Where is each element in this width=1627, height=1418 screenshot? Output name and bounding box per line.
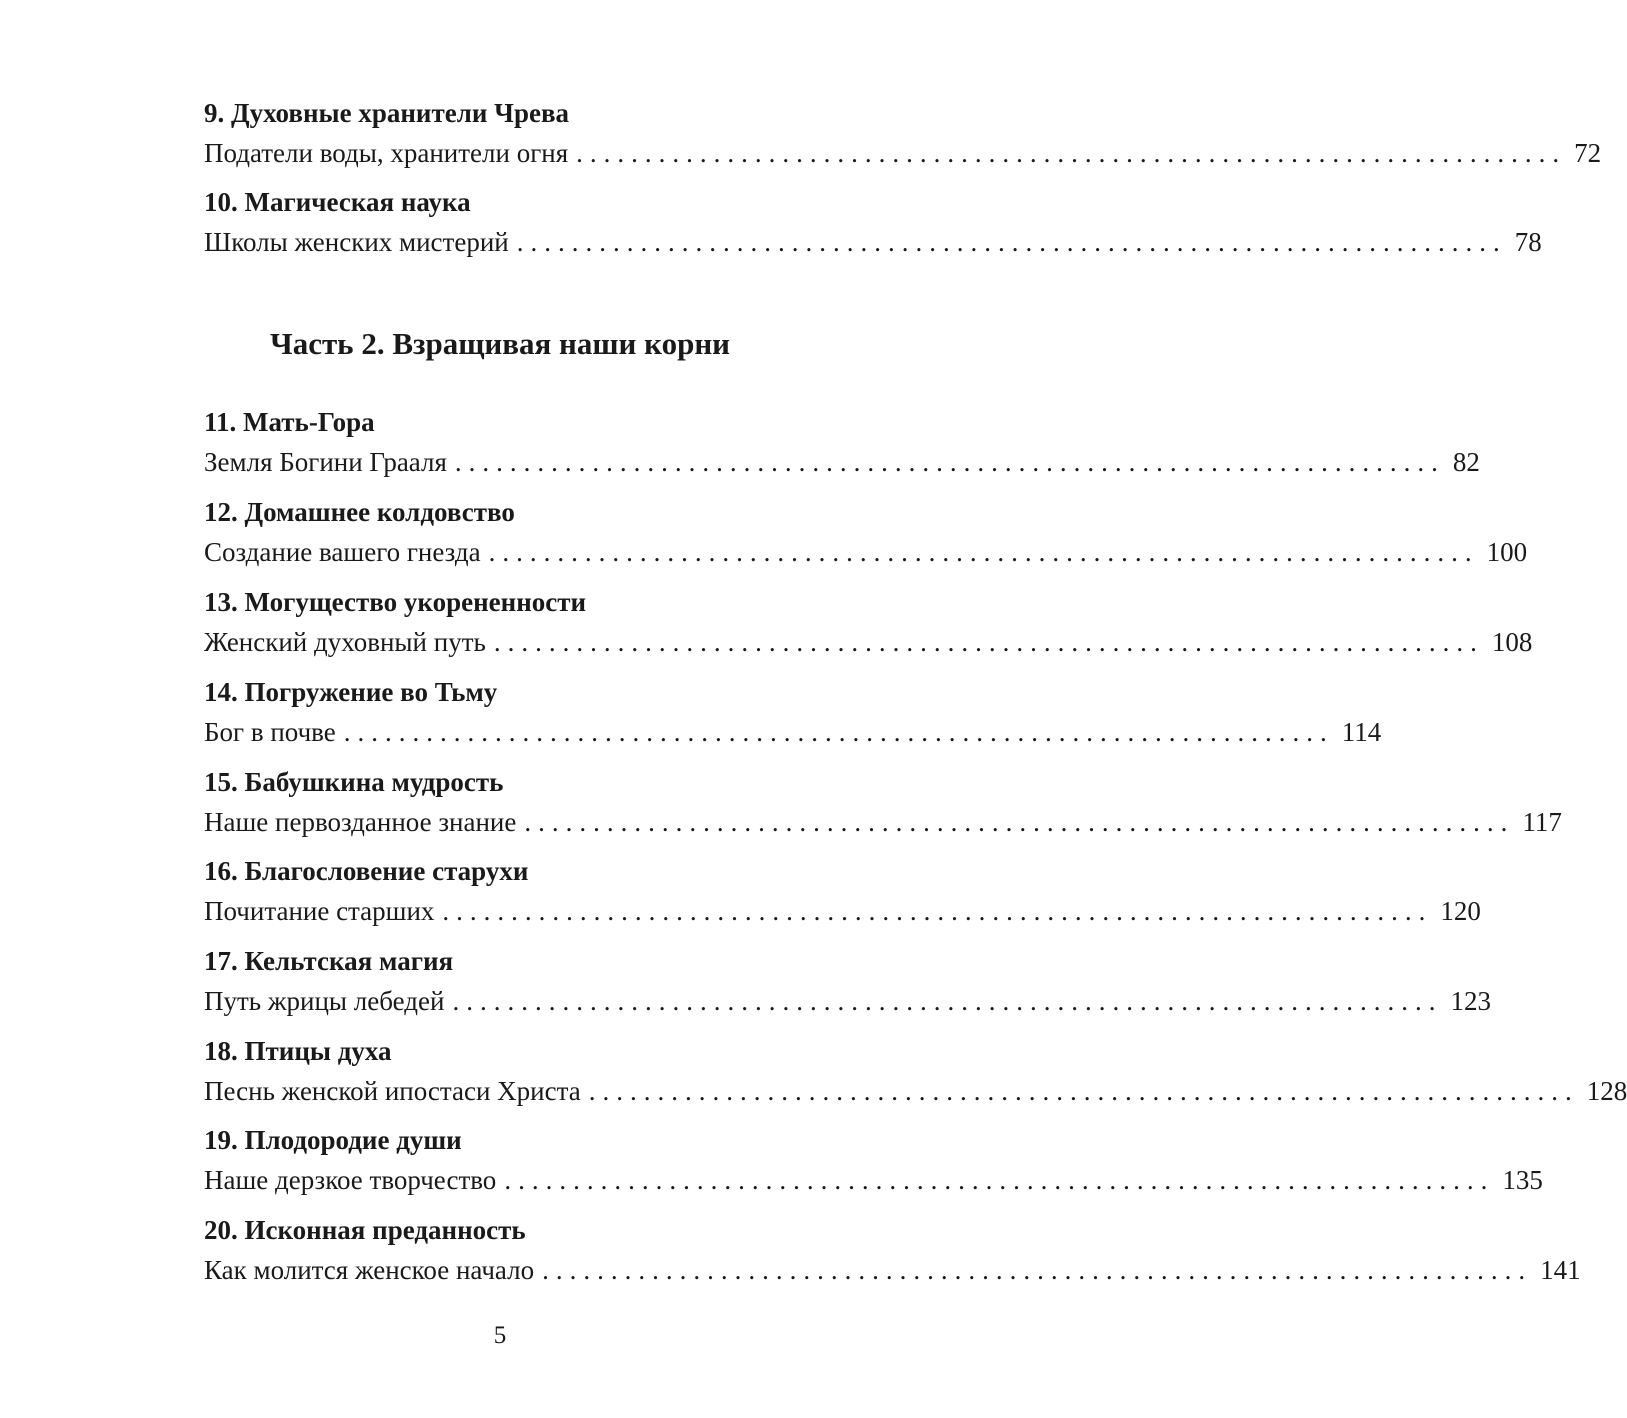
chapter-subtitle: Наше дерзкое творчество: [204, 1165, 497, 1195]
chapter-subtitle: Создание вашего гнезда: [204, 537, 481, 567]
leader-dots: ........................................................................: [504, 1165, 1495, 1195]
toc-entry: [204, 1120, 1543, 1200]
page-number: 123: [1450, 986, 1491, 1016]
chapter-title: 12. Домашнее колдовство: [204, 497, 515, 527]
chapter-subtitle-row: [204, 532, 1528, 572]
chapter-subtitle: Как молится женское начало: [204, 1255, 535, 1285]
chapter-subtitle: Земля Богини Грааля: [204, 447, 447, 477]
chapter-subtitle: Женский духовный путь: [204, 627, 486, 657]
toc-entry: [204, 582, 1533, 662]
chapter-title: 10. Магическая наука: [204, 187, 471, 217]
page-folio: 5: [493, 1322, 507, 1349]
chapter-subtitle: Школы женских мистерий: [204, 227, 509, 257]
chapter-title: 17. Кельтская магия: [204, 946, 454, 976]
toc-entry: [204, 851, 1481, 931]
chapter-subtitle: Почитание старших: [204, 896, 435, 926]
toc-entry: [204, 941, 1491, 1021]
toc-entry: [204, 672, 1382, 752]
chapter-subtitle-row: [204, 442, 1480, 482]
chapter-title: 9. Духовные хранители Чрева: [204, 98, 570, 128]
toc-entry: [204, 182, 1542, 262]
page-number: 72: [1574, 138, 1602, 168]
chapter-subtitle: Бог в почве: [204, 717, 336, 747]
page-number: 128: [1586, 1076, 1627, 1106]
chapter-title: 11. Мать-Гора: [204, 407, 375, 437]
leader-dots: ........................................................................: [588, 1076, 1579, 1106]
chapter-title: 20. Исконная преданность: [204, 1215, 526, 1245]
leader-dots: ........................................................................: [524, 807, 1515, 837]
chapter-subtitle-row: [204, 1250, 1581, 1290]
chapter-subtitle: Наше первозданное знание: [204, 807, 517, 837]
toc-entry: [204, 1031, 1627, 1111]
page-number: 78: [1514, 227, 1542, 257]
chapter-subtitle-row: [204, 891, 1481, 931]
chapter-subtitle-row: [204, 712, 1382, 752]
chapter-subtitle: Податели воды, хранители огня: [204, 138, 569, 168]
leader-dots: ........................................................................: [452, 986, 1443, 1016]
leader-dots: ........................................................................: [493, 627, 1484, 657]
part-heading: Часть 2. Взращивая наши корни: [269, 326, 731, 361]
chapter-subtitle-row: [204, 133, 1602, 173]
toc-entry: [204, 1210, 1581, 1290]
leader-dots: ........................................................................: [516, 227, 1507, 257]
chapter-subtitle-row: [204, 1160, 1543, 1200]
toc-entry: [204, 492, 1528, 572]
chapter-title: 15. Бабушкина мудрость: [204, 767, 504, 797]
chapter-subtitle: Песнь женской ипостаси Христа: [204, 1076, 581, 1106]
chapter-subtitle-row: [204, 802, 1562, 842]
chapter-title: 18. Птицы духа: [204, 1036, 392, 1066]
chapter-subtitle-row: [204, 1071, 1627, 1111]
leader-dots: ........................................................................: [488, 537, 1479, 567]
chapter-title: 16. Благословение старухи: [204, 856, 529, 886]
page-number: 141: [1540, 1255, 1581, 1285]
page-number: 120: [1440, 896, 1481, 926]
chapter-title: 13. Могущество укорененности: [204, 587, 587, 617]
leader-dots: ........................................................................: [454, 447, 1445, 477]
chapter-title: 19. Плодородие души: [204, 1125, 462, 1155]
page-number: 117: [1522, 807, 1562, 837]
page-number: 100: [1486, 537, 1528, 567]
leader-dots: ........................................................................: [576, 138, 1567, 168]
page-number: 82: [1452, 447, 1480, 477]
chapter-subtitle-row: [204, 981, 1491, 1021]
leader-dots: ........................................................................: [542, 1255, 1533, 1285]
chapter-subtitle-row: [204, 622, 1533, 662]
page-number: 135: [1502, 1165, 1543, 1195]
page-number: 114: [1341, 717, 1382, 747]
toc-entry: [204, 402, 1480, 482]
chapter-title: 14. Погружение во Тьму: [204, 677, 498, 707]
page-number: 108: [1491, 627, 1533, 657]
chapter-subtitle: Путь жрицы лебедей: [204, 986, 445, 1016]
chapter-subtitle-row: [204, 222, 1542, 262]
toc-entry: [204, 93, 1602, 173]
leader-dots: ........................................................................: [343, 717, 1334, 747]
toc-entry: [204, 762, 1562, 842]
leader-dots: ........................................................................: [442, 896, 1433, 926]
